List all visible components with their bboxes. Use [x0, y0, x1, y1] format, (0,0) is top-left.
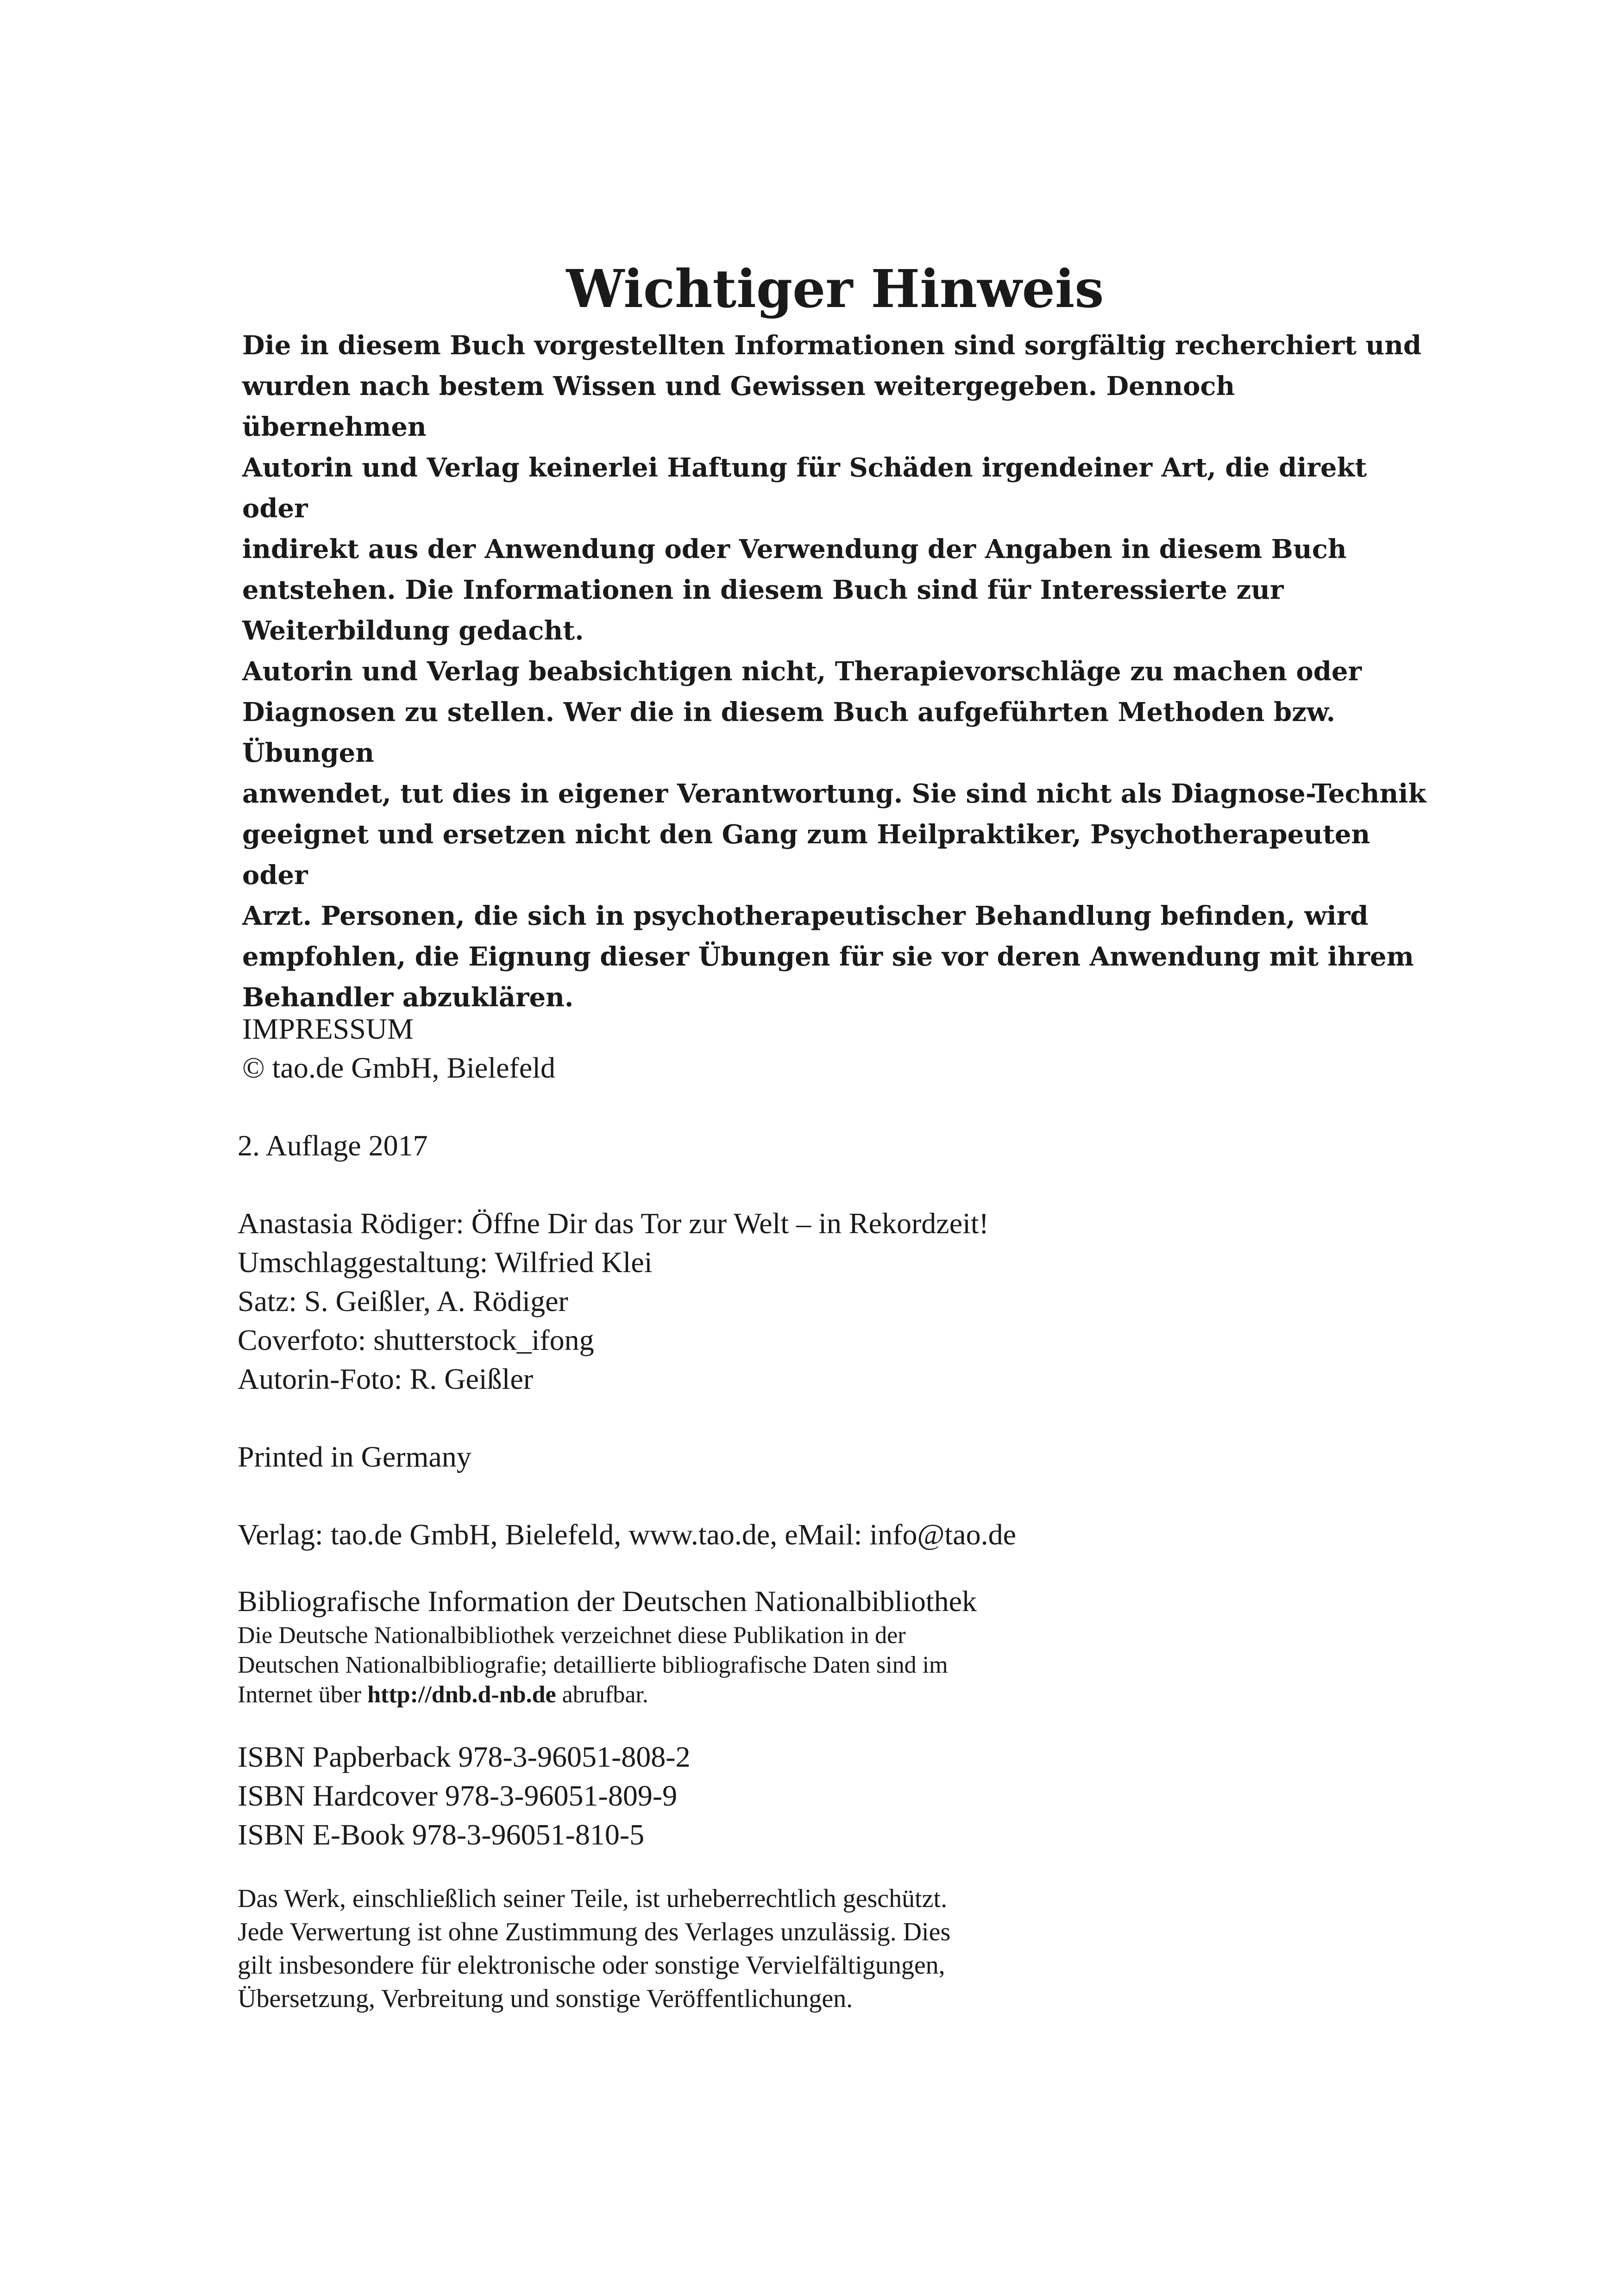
copyright-notice: Das Werk, einschließlich seiner Teile, ist urheberrechtlich geschützt. Jede Verwertung ist ohne Zustimmung des Verlages unzulässig. Dies gilt insbesondere für elektronische oder sonstige Vervielfältigungen, Übersetzung, Verbreitung und sonstige Veröffentlichungen.: [238, 1884, 951, 2013]
printed-in: Printed in Germany: [238, 1440, 471, 1473]
credit-line: Satz: S. Geißler, A. Rödiger: [238, 1285, 568, 1317]
bibliographic-text-2: abrufbar.: [556, 1681, 648, 1708]
bibliographic-heading: Bibliografische Information der Deutschen Nationalbibliothek: [238, 1585, 977, 1618]
publisher-info: Verlag: tao.de GmbH, Bielefeld, www.tao.de, eMail: info@tao.de: [238, 1518, 1016, 1551]
important-notice: [242, 259, 1428, 1018]
notice-title: Wichtiger Hinweis: [566, 259, 1104, 320]
isbn-line: ISBN Hardcover 978-3-96051-809-9: [238, 1779, 678, 1812]
dnb-link[interactable]: http://dnb.d-nb.de: [367, 1681, 556, 1708]
isbn-line: ISBN E-Book 978-3-96051-810-5: [238, 1818, 645, 1851]
bibliographic-text: [238, 1621, 1395, 1710]
impressum-edition: 2. Auflage 2017: [238, 1129, 428, 1162]
credit-line: Autorin-Foto: R. Geißler: [238, 1362, 534, 1395]
notice-paragraph-2: Autorin und Verlag beabsichtigen nicht, Therapievorschläge zu machen oder Diagnosen zu stellen. Wer die in diesem Buch aufgeführten Methoden bzw. Übungen anwendet, tut dies in eigener Verantwortung. Sie sind nicht als Diagnose-Technik geeignet und ersetzen nicht den Gang zum Heilpraktiker, Psychotherapeuten oder Arzt. Personen, die sich in psychotherapeutischer Behandlung befinden, wird empfohlen, die Eignung dieser Übungen für sie vor deren Anwendung mit ihrem Behandler abzuklären.: [242, 656, 1426, 1013]
impressum-heading: IMPRESSUM: [242, 1012, 414, 1045]
isbn-list: [238, 1738, 1395, 1854]
credit-line: Anastasia Rödiger: Öffne Dir das Tor zur Welt – in Rekordzeit!: [238, 1207, 989, 1240]
credit-line: Coverfoto: shutterstock_ifong: [238, 1324, 594, 1356]
notice-paragraph-1: Die in diesem Buch vorgestellten Informationen sind sorgfältig recherchiert und wurden nach bestem Wissen und Gewissen weitergegeben. Dennoch übernehmen Autorin und Verlag keinerlei Haftung für Schäden irgendeiner Art, die direkt oder indirekt aus der Anwendung oder Verwendung der Angaben in diesem Buch entstehen. Die Informationen in diesem Buch sind für Interessierte zur Weiterbildung gedacht.: [242, 330, 1422, 646]
bibliographic-text-1: Die Deutsche Nationalbibliothek verzeichnet diese Publikation in der Deutschen Nationalbibliografie; detaillierte bibliografische Daten sind im Internet über: [238, 1622, 948, 1708]
impressum-copyright: © tao.de GmbH, Bielefeld: [242, 1051, 555, 1084]
impressum: [238, 1010, 1395, 2015]
impressum-credits: [238, 1204, 1395, 1399]
isbn-line: ISBN Papberback 978-3-96051-808-2: [238, 1740, 691, 1773]
credit-line: Umschlaggestaltung: Wilfried Klei: [238, 1246, 653, 1279]
